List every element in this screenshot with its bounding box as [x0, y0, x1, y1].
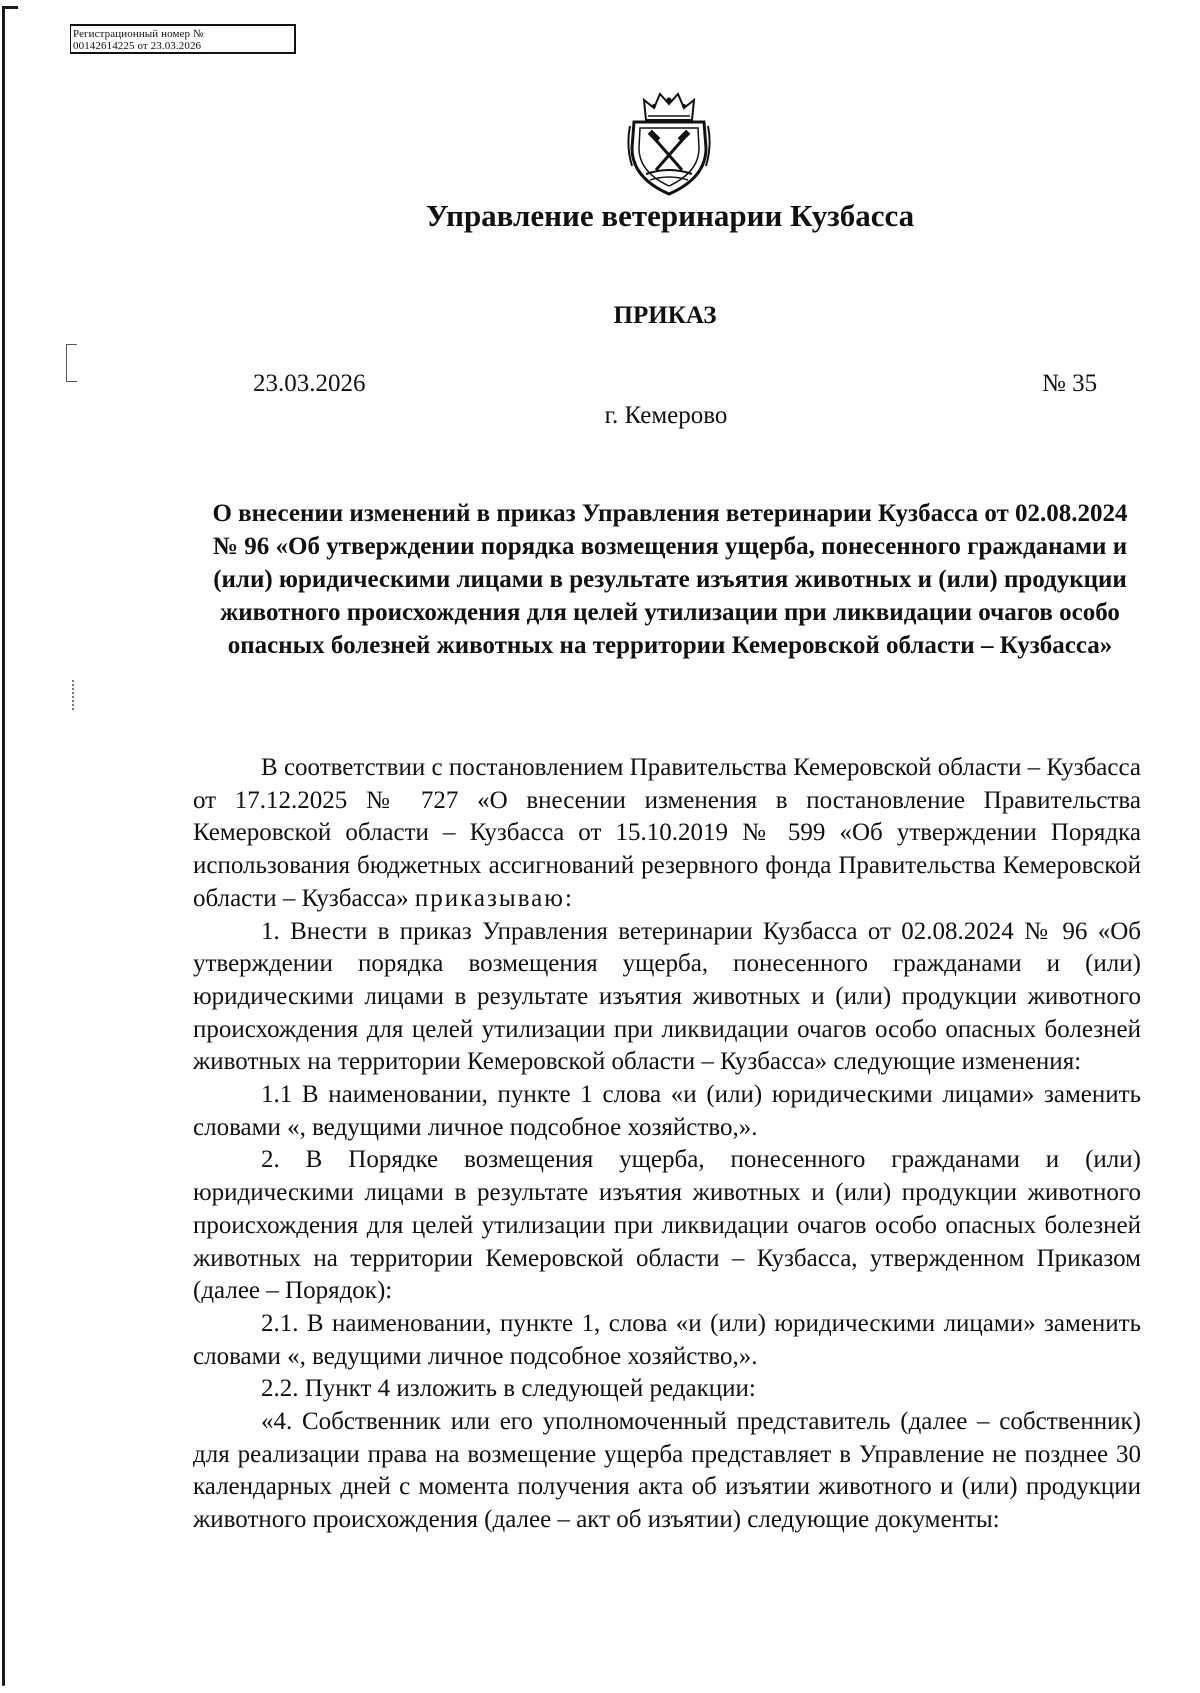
scan-bracket-mark	[66, 344, 77, 382]
order-word: приказываю:	[414, 884, 574, 912]
paragraph-2: 2. В Порядке возмещения ущерба, понесенного гражданами и (или) юридическими лицами в результате изъятия животных и (или) продукции животного происхождения для целей утилизации при ликвидации очагов особо опасных болезней животных на территории Кемеровской области – Кузбасса, утвержденном Приказом (далее – Порядок):	[193, 1146, 1141, 1305]
organization-name: Управление ветеринарии Кузбасса	[425, 198, 915, 233]
preamble-paragraph	[193, 752, 1141, 916]
registration-line-1: Регистрационный номер №	[73, 28, 204, 40]
paragraph-4: «4. Собственник или его уполномоченный представитель (далее – собственник) для реализации права на возмещение ущерба представляет в Управление не позднее 30 календарных дней с момента получения акта об изъятии животного и (или) продукции животного происхождения (далее – акт об изъятии) следующие документы:	[193, 1408, 1141, 1534]
scan-edge	[2, 6, 5, 1686]
document-type: ПРИКАЗ	[613, 302, 717, 329]
paragraph-1-1: 1.1 В наименовании, пункте 1 слова «и (или) юридическими лицами» заменить словами «, ведущими личное подсобное хозяйство,».	[193, 1081, 1141, 1141]
paragraph-2-1: 2.1. В наименовании, пункте 1, слова «и (или) юридическими лицами» заменить словами «, ведущими личное подсобное хозяйство,».	[193, 1309, 1141, 1370]
preamble-text: В соответствии с постановлением Правительства Кемеровской области – Кузбасса от 17.12.2025 № 727 «О внесении изменения в постановление Правительства Кемеровской области – Кузбасса от 15.10.2019 № 599 «Об утверждении Порядка использования бюджетных ассигнований резервного фонда Правительства Кемеровской области – Кузбасса»	[193, 754, 1141, 912]
scan-corner	[2, 6, 18, 9]
registration-stamp	[70, 24, 296, 54]
order-date: 23.03.2026	[253, 370, 366, 397]
order-number: № 35	[1042, 370, 1098, 397]
paragraph-2-2: 2.2. Пункт 4 изложить в следующей редакции:	[261, 1375, 756, 1403]
kuzbass-coat-of-arms-icon	[624, 86, 714, 200]
document-body	[193, 752, 1141, 1537]
scan-dots	[72, 680, 76, 710]
paragraph-1: 1. Внести в приказ Управления ветеринарии Кузбасса от 02.08.2024 № 96 «Об утверждении порядка возмещения ущерба, понесенного гражданами и (или) юридическими лицами в результате изъятия животных и (или) продукции животного происхождения для целей утилизации при ликвидации очагов особо опасных болезней животных на территории Кемеровской области – Кузбасса» следующие изменения:	[193, 917, 1141, 1076]
document-title: О внесении изменений в приказ Управления ветеринарии Кузбасса от 02.08.2024 № 96 «Об утверждении порядка возмещения ущерба, понесенного гражданами и (или) юридическими лицами в результате изъятия животных и (или) продукции животного происхождения для целей утилизации при ликвидации очагов особо опасных болезней животных на территории Кемеровской области – Кузбасса»	[212, 500, 1128, 659]
registration-line-2: 00142614225 от 23.03.2026	[73, 40, 202, 52]
city: г. Кемерово	[604, 402, 728, 429]
